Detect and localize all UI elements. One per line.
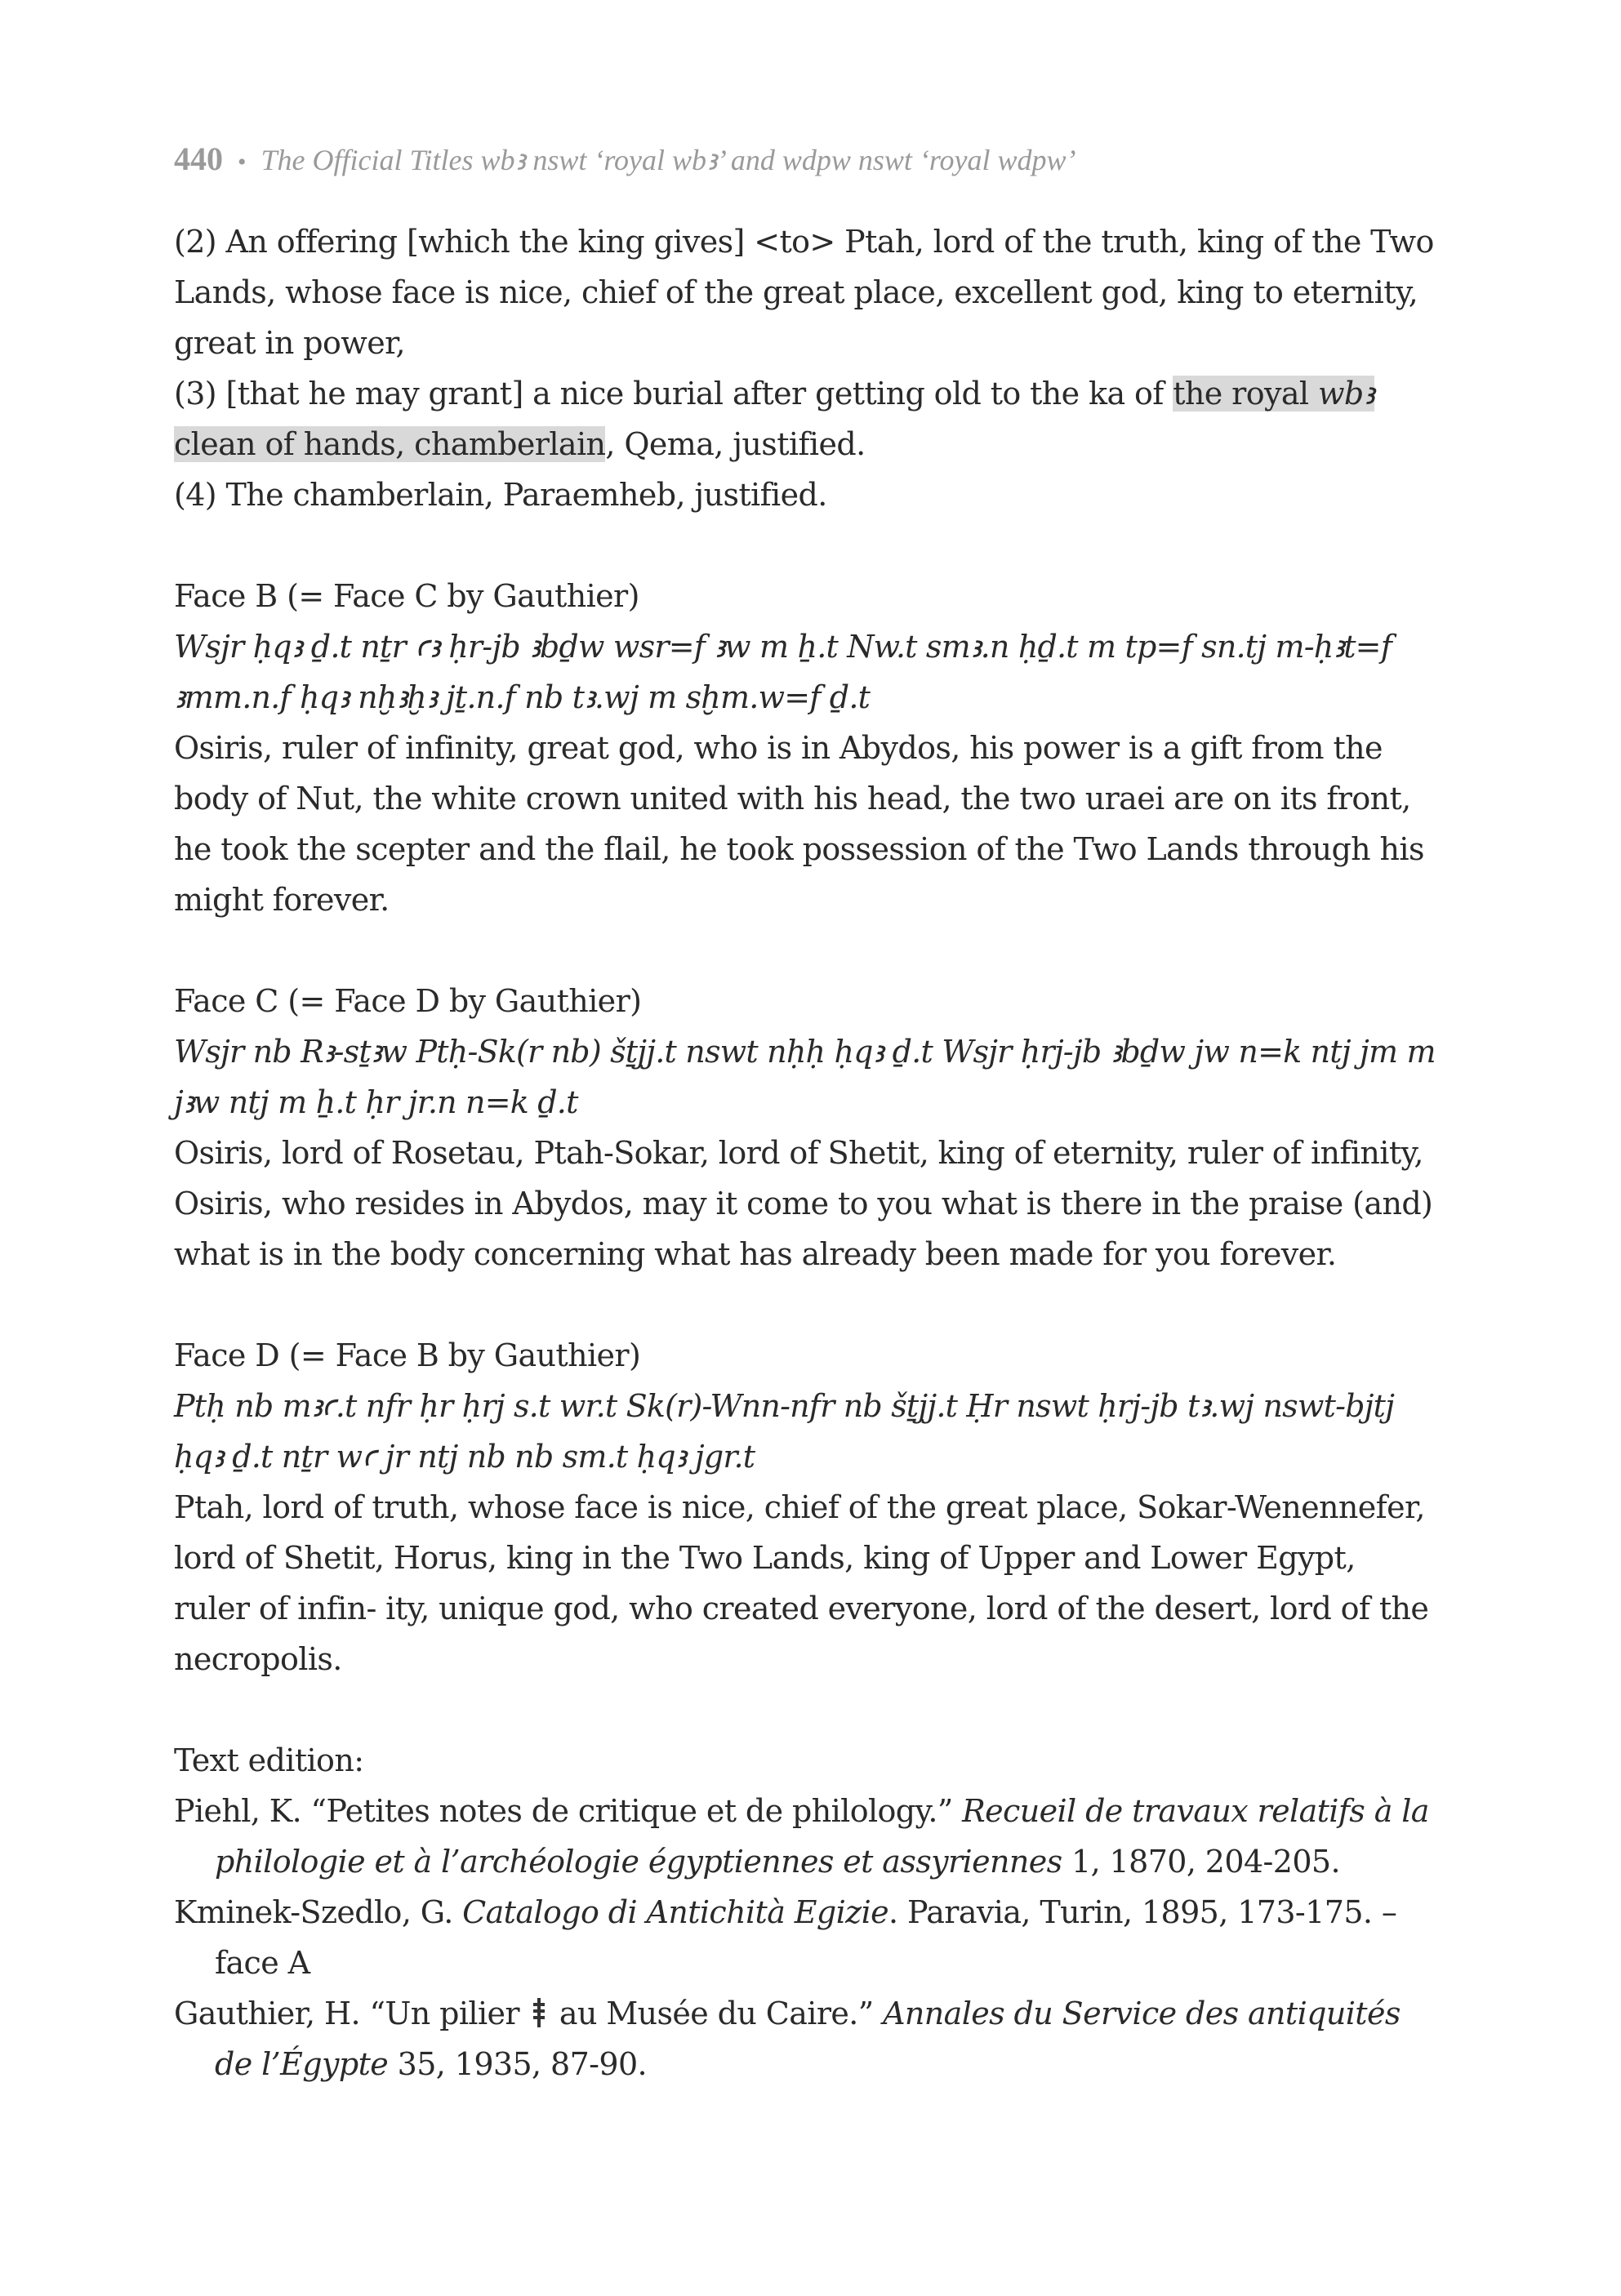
body-text bbox=[174, 216, 1436, 2089]
reference-journal: Annales du Service des antiquités de l’Égypte bbox=[215, 1996, 1401, 2082]
reference-journal: Catalogo di Antichità Egizie bbox=[462, 1894, 889, 1930]
section-gap bbox=[174, 1279, 1436, 1330]
running-head-bullet: • bbox=[238, 149, 247, 176]
reference-gauthier bbox=[174, 1988, 1436, 2089]
section-gap bbox=[174, 925, 1436, 976]
face-d-transliteration: Ptḥ nb mꜣꜥ.t nfr ḥr ḥrj s.t wr.t Sk(r)-Wnn-nfr nb šṯjj.t Ḥr nswt ḥrj-jb tꜣ.wj nswt-bjtj ḥqꜣ ḏ.t nṯr wꜥ jr ntj nb nb sm.t ḥqꜣ jgr.t bbox=[174, 1388, 1395, 1475]
face-c-transliteration: Wsjr nb Rꜣ-sṯꜣw Ptḥ-Sk(r nb) šṯjj.t nswt nḥḥ ḥqꜣ ḏ.t Wsjr ḥrj-jb ꜣbḏw jw n=k ntj jm m jꜣw ntj m ẖ.t ḥr jr.n n=k ḏ.t bbox=[174, 1034, 1436, 1120]
running-head bbox=[174, 135, 1436, 184]
djed-pillar-hieroglyph-icon bbox=[533, 1998, 545, 2027]
face-b-heading: Face B (= Face C by Gauthier) bbox=[174, 578, 639, 614]
running-head-title: The Official Titles wbꜣ nswt ‘royal wbꜣ’ and wdpw nswt ‘royal wdpw’ bbox=[261, 144, 1076, 176]
highlight-part-2: clean of hands, chamberlain bbox=[174, 426, 606, 462]
reference-journal: Recueil de travaux relatifs à la philologie et à l’archéologie égyptiennes et assyriennes bbox=[215, 1793, 1429, 1880]
face-a-line-4: (4) The chamberlain, Paraemheb, justified. bbox=[174, 477, 827, 513]
text-edition-heading: Text edition: bbox=[174, 1742, 364, 1778]
section-gap bbox=[174, 520, 1436, 571]
face-b-translation: Osiris, ruler of infinity, great god, who is in Abydos, his power is a gift from the body of Nut, the white crown united with his head, the two uraei are on its front, he took the scepter and the flail, he took possession of the Two Lands through his might forever. bbox=[174, 730, 1424, 918]
section-gap bbox=[174, 1684, 1436, 1735]
reference-text: Kminek-Szedlo, G. bbox=[174, 1894, 463, 1930]
reference-details: 1, 1870, 204-205. bbox=[1062, 1844, 1340, 1880]
face-a-line-3-start: (3) [that he may grant] a nice burial after getting old to the ka of bbox=[174, 376, 1173, 412]
highlight-italic-term: wbꜣ bbox=[1317, 376, 1374, 412]
page-number: 440 bbox=[174, 140, 223, 177]
reference-piehl bbox=[174, 1786, 1436, 1887]
page bbox=[174, 135, 1436, 2089]
reference-text: Piehl, K. “Petites notes de critique et de philology.” bbox=[174, 1793, 963, 1829]
face-a-line-2: (2) An offering [which the king gives] <to> Ptah, lord of the truth, king of the Two Lands, whose face is nice, chief of the great place, excellent god, king to eternity, great in power, bbox=[174, 224, 1434, 361]
highlight-part-1: the royal bbox=[1173, 376, 1318, 412]
reference-details: . Paravia, Turin, 1895, 173-175. – face A bbox=[215, 1894, 1397, 1981]
reference-text: Gauthier, H. “Un pilier bbox=[174, 1996, 529, 2031]
face-c-translation: Osiris, lord of Rosetau, Ptah-Sokar, lord of Shetit, king of eternity, ruler of infinity, Osiris, who resides in Abydos, may it come to you what is there in the praise (and) what is in the body concerning what has already been made for you forever. bbox=[174, 1135, 1433, 1272]
face-d-heading: Face D (= Face B by Gauthier) bbox=[174, 1337, 641, 1373]
face-a-line-3 bbox=[174, 368, 1436, 469]
reference-kminek-szedlo bbox=[174, 1887, 1436, 1988]
face-b-transliteration: Wsjr ḥqꜣ ḏ.t nṯr ꜥꜣ ḥr-jb ꜣbḏw wsr=f ꜣw m ẖ.t Nw.t smꜣ.n ḥḏ.t m tp=f sn.tj m-ḥꜣt=f ꜣmm.n.f ḥqꜣ nḫꜣḫꜣ jṯ.n.f nb tꜣ.wj m sḫm.w=f ḏ.t bbox=[174, 629, 1392, 715]
face-a-line-3-end: , Qema, justified. bbox=[605, 426, 866, 462]
face-d-translation: Ptah, lord of truth, whose face is nice, chief of the great place, Sokar-Wenennefer, lord of Shetit, Horus, king in the Two Lands, king of Upper and Lower Egypt, ruler of infin- ity, unique god, who created everyone, lord of the desert, lord of the necropolis. bbox=[174, 1489, 1429, 1677]
reference-details: 35, 1935, 87-90. bbox=[388, 2046, 648, 2082]
face-c-heading: Face C (= Face D by Gauthier) bbox=[174, 983, 642, 1019]
reference-text-continued: au Musée du Caire.” bbox=[550, 1996, 884, 2031]
